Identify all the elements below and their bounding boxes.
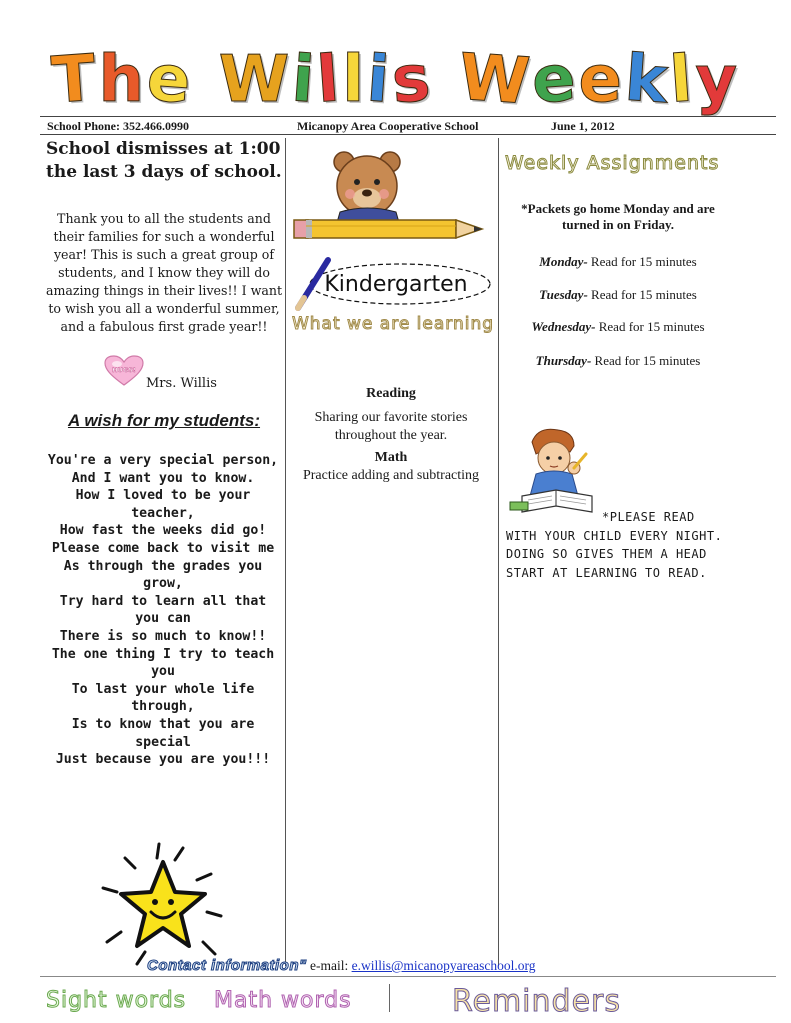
- masthead-letter: [191, 47, 219, 112]
- poem-line: How I loved to be your teacher,: [75, 488, 251, 521]
- learning-title: What we are learning: [291, 314, 495, 334]
- poem-line: And I want you to know.: [71, 470, 255, 486]
- read-reminder: [506, 508, 732, 582]
- assignment-day: Tuesday-: [539, 287, 588, 302]
- poem-line: Is to know that you are special: [71, 716, 255, 750]
- school-name: Micanopy Area Cooperative School: [297, 119, 479, 133]
- assignment-row: [505, 287, 731, 303]
- masthead-letter: s: [389, 41, 434, 119]
- masthead-letter: h: [98, 43, 146, 117]
- thank-you-message: Thank you to all the students and their families for such a wonderful year! This is such a great group of students, and I know they will do amazing things in their lives!! I want to wish you all a wonderful summer, and a fabulous first grade year!!: [45, 211, 283, 334]
- newsletter-title: [49, 40, 739, 120]
- kindergarten-label: Kindergarten: [324, 271, 468, 297]
- masthead-letter: e: [529, 41, 580, 119]
- email-link[interactable]: e.willis@micanopyareaschool.org: [351, 958, 536, 973]
- assignment-task: Read for 15 minutes: [587, 254, 697, 269]
- poem-line: Try hard to learn all that you can: [59, 593, 267, 627]
- masthead-letter: T: [49, 41, 100, 119]
- sight-words-title: Sight words: [46, 988, 187, 1013]
- kindergarten-banner: [294, 252, 494, 312]
- assignment-day: Monday-: [539, 254, 588, 269]
- column-divider-right: [498, 138, 499, 966]
- smiling-star-icon: [97, 840, 229, 968]
- reading-text: Sharing our favorite stories throughout the year.: [314, 410, 468, 443]
- reminders-title: Reminders: [452, 984, 621, 1019]
- assignment-task: Read for 15 minutes: [591, 353, 701, 368]
- masthead-letter: e: [144, 41, 195, 119]
- poem-line: There is so much to know!!: [59, 628, 267, 644]
- assignment-day: Wednesday-: [531, 319, 596, 334]
- masthead-letter: W: [456, 40, 533, 120]
- wish-heading: A wish for my students:: [67, 411, 261, 430]
- masthead-letter: l: [667, 42, 696, 118]
- poem-line: As through the grades you grow,: [63, 558, 263, 592]
- poem-line: Just because you are you!!!: [55, 752, 271, 768]
- footer-rule: [40, 976, 776, 977]
- packets-note: *Packets go home Monday and are turned in on Friday.: [521, 201, 715, 232]
- contact-label: Contact information": [147, 957, 307, 974]
- masthead-letter: e: [578, 43, 623, 117]
- masthead-letter: i: [364, 42, 393, 118]
- assignment-row: [505, 353, 731, 369]
- info-bar: [40, 116, 776, 135]
- assignment-day: Thursday-: [535, 353, 592, 368]
- masthead-letter: k: [622, 41, 671, 119]
- masthead-letter: l: [314, 42, 343, 118]
- email-prefix: e-mail:: [306, 958, 352, 973]
- poem: [44, 452, 282, 769]
- math-text: Practice adding and subtracting: [302, 468, 480, 483]
- assignment-task: Read for 15 minutes: [587, 287, 697, 302]
- column-divider-left: [285, 138, 286, 966]
- masthead-letter: i: [289, 42, 318, 118]
- assignment-row: [505, 319, 731, 335]
- poem-line: Please come back to visit me: [51, 540, 275, 556]
- poem-line: The one thing I try to teach you: [51, 646, 275, 680]
- issue-date: June 1, 2012: [551, 119, 615, 133]
- hugs-heart-icon: [104, 355, 144, 387]
- poem-line: How fast the weeks did go!: [59, 523, 267, 539]
- signature: Mrs. Willis: [146, 376, 217, 391]
- masthead-letter: [433, 48, 456, 112]
- poem-line: You're a very special person,: [47, 453, 279, 468]
- bear-with-pencil-icon: [292, 148, 492, 252]
- masthead-letter: l: [342, 43, 366, 117]
- boy-reading-icon: [508, 424, 606, 520]
- read-reminder-line: *PLEASE READ: [602, 510, 695, 524]
- footer-divider: [389, 984, 390, 1012]
- masthead-letter: W: [218, 43, 291, 117]
- math-words-title: Math words: [214, 988, 352, 1013]
- hugs-label: HUGS!: [112, 366, 136, 374]
- dismissal-headline: School dismisses at 1:00 the last 3 days of school.: [46, 139, 282, 182]
- assignment-row: [505, 254, 731, 270]
- poem-line: To last your whole life through,: [71, 681, 255, 715]
- school-phone: School Phone: 352.466.0990: [47, 119, 190, 133]
- assignment-task: Read for 15 minutes: [595, 319, 705, 334]
- weekly-assignments-title: Weekly Assignments: [505, 152, 720, 174]
- reading-heading: Reading: [366, 386, 416, 401]
- read-reminder-text: WITH YOUR CHILD EVERY NIGHT. DOING SO GIVES THEM A HEAD START AT LEARNING TO READ.: [506, 528, 723, 580]
- masthead-letter: y: [695, 43, 739, 117]
- math-heading: Math: [374, 450, 408, 465]
- contact-info: [147, 957, 787, 974]
